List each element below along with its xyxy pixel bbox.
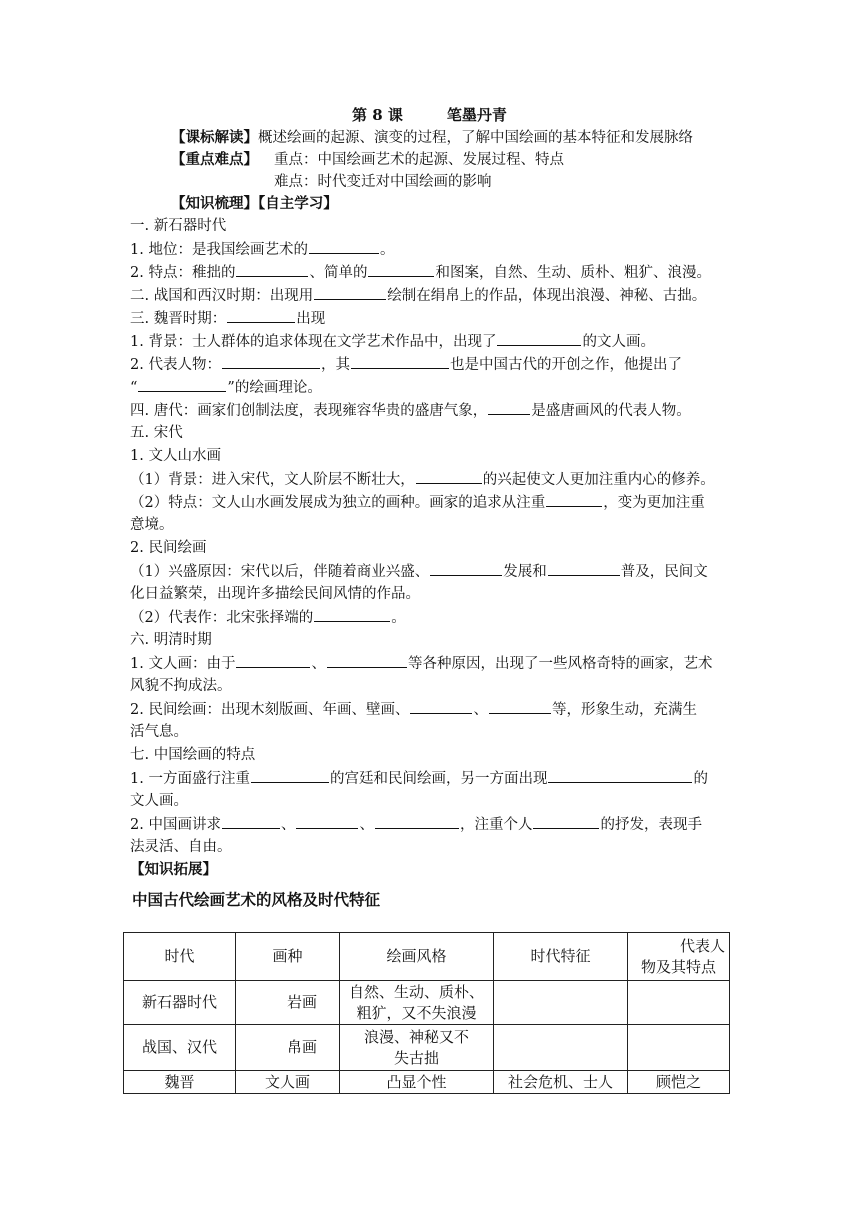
section-6-item-2-cont: 活气息。 <box>130 724 188 740</box>
answer-blank[interactable] <box>227 307 295 323</box>
header-representatives: 代表人 物及其特点 <box>628 933 730 981</box>
section-2: 二. 战国和西汉时期：出现用 绘制在绢帛上的作品，体现出浪漫、神秘、古拙。 <box>130 284 706 307</box>
key-text: 重点：中国绘画艺术的起源、发展过程、特点 <box>274 152 564 168</box>
section-7-heading: 七. 中国绘画的特点 <box>130 747 256 763</box>
answer-blank[interactable] <box>497 330 581 346</box>
answer-blank[interactable] <box>430 560 502 576</box>
section-5-2-reason-cont: 化日益繁荣，出现许多描绘民间风情的作品。 <box>130 586 420 602</box>
key-tag: 【重点难点】 <box>171 151 258 168</box>
section-5-sub-1: 1. 文人山水画 <box>130 448 221 464</box>
section-5-2-work: （2）代表作：北宋张择端的 。 <box>130 606 406 629</box>
section-7-item-1-cont: 文人画。 <box>130 793 188 809</box>
answer-blank[interactable] <box>548 767 692 783</box>
section-1-heading: 一. 新石器时代 <box>130 218 227 234</box>
answer-blank[interactable] <box>548 560 620 576</box>
answer-blank[interactable] <box>236 261 308 277</box>
section-5-1-feature: （2）特点：文人山水画发展成为独立的画种。画家的追求从注重 ，变为更加注重 <box>130 491 705 514</box>
header-style: 绘画风格 <box>340 933 494 981</box>
section-6-item-2: 2. 民间绘画：出现木刻版画、年画、壁画、 、 等，形象生动，充满生 <box>130 698 697 721</box>
answer-blank[interactable] <box>251 767 329 783</box>
lesson-number: 第 8 课 <box>352 106 403 124</box>
section-3-item-2: 2. 代表人物： ，其 也是中国古代的开创之作，他提出了 <box>130 353 682 376</box>
section-6-item-1-cont: 风貌不拘成法。 <box>130 678 232 694</box>
section-7-item-2-cont: 法灵活、自由。 <box>130 839 232 855</box>
table-title: 中国古代绘画艺术的风格及时代特征 <box>132 891 381 909</box>
table-header-row <box>124 933 730 981</box>
answer-blank[interactable] <box>416 468 482 484</box>
standard-tag: 【课标解读】 <box>171 129 258 146</box>
lesson-title <box>352 104 507 126</box>
answer-blank[interactable] <box>488 399 530 415</box>
section-5-1-feature-cont: 意境。 <box>130 517 174 533</box>
section-1-item-1: 1. 地位：是我国绘画艺术的 。 <box>130 238 394 261</box>
section-6-item-1: 1. 文人画：由于 、 等各种原因，出现了一些风格奇特的画家，艺术 <box>130 652 712 675</box>
section-3-heading: 三. 魏晋时期： 出现 <box>130 307 325 330</box>
table-row: 新石器时代 岩画 自然、生动、质朴、 粗犷，又不失浪漫 <box>124 981 730 1025</box>
difficulty-points: 难点：时代变迁对中国绘画的影响 <box>274 174 492 190</box>
answer-blank[interactable] <box>489 698 551 714</box>
section-7-item-1: 1. 一方面盛行注重 的宫廷和民间绘画，另一方面出现 的 <box>130 767 708 790</box>
painting-styles-table <box>123 932 730 1094</box>
section-7-item-2: 2. 中国画讲求 、 、 ，注重个人 的抒发，表现手 <box>130 813 702 836</box>
section-5-2-reason: （1）兴盛原因：宋代以后，伴随着商业兴盛、 发展和 普及，民间文 <box>130 560 708 583</box>
answer-blank[interactable] <box>327 652 407 668</box>
curriculum-standard <box>171 127 693 149</box>
answer-blank[interactable] <box>546 491 602 507</box>
section-3-item-1: 1. 背景：士人群体的追求体现在文学艺术作品中，出现了 的文人画。 <box>130 330 655 353</box>
section-3-item-2-cont: “ ”的绘画理论。 <box>130 376 322 399</box>
answer-blank[interactable] <box>533 813 599 829</box>
section-1-item-2: 2. 特点：稚拙的 、简单的 和图案，自然、生动、质朴、粗犷、浪漫。 <box>130 261 711 284</box>
answer-blank[interactable] <box>222 353 320 369</box>
answer-blank[interactable] <box>314 284 386 300</box>
section-5-1-background: （1）背景：进入宋代，文人阶层不断壮大， 的兴起使文人更加注重内心的修养。 <box>130 468 715 491</box>
answer-blank[interactable] <box>410 698 472 714</box>
standard-text: 概述绘画的起源、演变的过程，了解中国绘画的基本特征和发展脉络 <box>258 130 693 146</box>
answer-blank[interactable] <box>351 353 449 369</box>
section-6-heading: 六. 明清时期 <box>130 632 212 648</box>
answer-blank[interactable] <box>375 813 459 829</box>
table-row: 战国、汉代 帛画 浪漫、神秘又不 失古拙 <box>124 1025 730 1071</box>
answer-blank[interactable] <box>236 652 310 668</box>
answer-blank[interactable] <box>222 813 280 829</box>
section-4: 四. 唐代：画家们创制法度，表现雍容华贵的盛唐气象， 是盛唐画风的代表人物。 <box>130 399 691 422</box>
header-features: 时代特征 <box>494 933 628 981</box>
table-row: 魏晋 文人画 凸显个性 社会危机、士人 顾恺之 <box>124 1071 730 1094</box>
section-5-sub-2: 2. 民间绘画 <box>130 540 207 556</box>
answer-blank[interactable] <box>314 606 390 622</box>
answer-blank[interactable] <box>368 261 434 277</box>
section-5-heading: 五. 宋代 <box>130 425 183 441</box>
answer-blank[interactable] <box>296 813 358 829</box>
header-era: 时代 <box>124 933 236 981</box>
knowledge-expansion-tag: 【知识拓展】 <box>130 861 217 878</box>
answer-blank[interactable] <box>138 376 226 392</box>
answer-blank[interactable] <box>309 238 379 254</box>
study-tags: 【知识梳理】【自主学习】 <box>171 195 338 212</box>
header-type: 画种 <box>236 933 340 981</box>
lesson-name: 笔墨丹青 <box>446 106 507 124</box>
key-points <box>171 149 564 171</box>
